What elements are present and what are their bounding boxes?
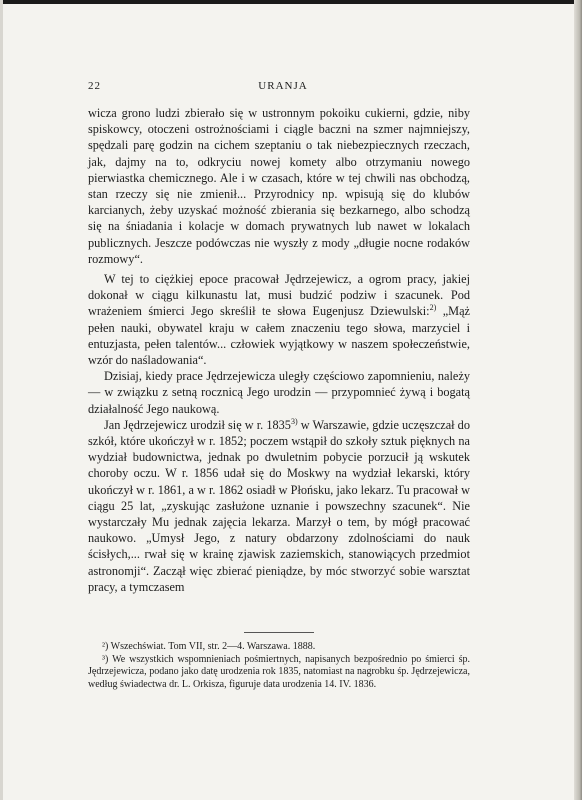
paragraph-1: wicza grono ludzi zbierało się w ustronnym pokoiku cukierni, gdzie, niby spiskowcy, otoczeni ostrożnościami i ciągle baczni na szmer najmniejszy, spędzali parę godzin na cichem szeptaniu o tak niebezpiecznych rzeczach, jak, dajmy na to, odkryciu nowej komety albo otrzymaniu nowego pierwiastka chemicznego. Ale i w czasach, które w tej chwili nas obchodzą, stan rzeczy się nie zmienił... Przyrodnicy np. wpisują się do klubów karcianych, żeby uzyskać możność zbierania się bezkarnego, albo schodzą się na śniadania i kolacje w domach prywatnych lub nawet w lokalach publicznych. Jeszcze podówczas nie wyszły z mody „długie nocne rodaków rozmowy“. [88, 106, 470, 266]
body-text [88, 105, 470, 595]
page-edge-shadow [574, 0, 582, 800]
page-number: 22 [88, 80, 101, 92]
scan-border-left [0, 0, 3, 800]
footnote-3 [88, 654, 470, 692]
footnote-marker: ²) [102, 641, 109, 652]
running-title: URANJA [258, 80, 308, 92]
paragraph-2 [88, 271, 470, 368]
footnote-text: Wszechświat. Tom VII, str. 2—4. Warszawa. 1888. [110, 641, 316, 652]
footnote-ref-2: 2) [429, 303, 437, 313]
footnote-ref-3: 3) [290, 416, 298, 426]
footnote-rule [244, 632, 314, 633]
footnotes [88, 632, 470, 691]
page-header [88, 80, 478, 94]
footnote-2 [88, 641, 470, 654]
footnote-text: We wszystkich wspomnieniach pośmiertnych, napisanych bezpośrednio po śmierci śp. Jędrzejewicza, podano jako datę urodzenia rok 1835, natomiast na nagrobku śp. Jędrzejewicza, według świadectwa dr. L. Orkisza, figuruje data urodzenia 14. IV. 1836. [88, 653, 470, 690]
paragraph-4 [88, 417, 470, 595]
scan-border-top [0, 0, 582, 4]
footnote-marker: ³) [102, 653, 109, 665]
paragraph-4-text: w Warszawie, gdzie uczęszczał do szkół, które ukończył w r. 1852; poczem wstąpił do szkoły sztuk pięknych na wydział budownictwa, jednak po dwuletnim pobycie porzucił ją wskutek choroby oczu. W r. 1856 udał się do Moskwy na wydział lekarski, który ukończył w r. 1861, a w r. 1862 osiadł w Płońsku, jako lekarz. Tu pracował w ciągu 25 lat, „zyskując zasłużone uznanie i powszechny szacunek“. Nie wystarczały Mu jednak zajęcia lekarza. Marzył o tem, by mógł pracować naukowo. „Umysł Jego, z natury obdarzony zdolnościami do nauk ścisłych,... rwał się w krainę zjawisk zaziemskich, stanowiących przedmiot astronomji“. Zaczął więc zbierać pieniądze, by móc stworzyć sobie warsztat pracy, a tymczasem [88, 417, 470, 594]
paragraph-2-text: W tej to ciężkiej epoce pracował Jędrzejewicz, a ogrom pracy, jakiej dokonał w ciągu kilkunastu lat, musi budzić podziw i szacunek. Pod wrażeniem śmierci Jego skreślił te słowa Eugenjusz Dziewulski: [88, 272, 470, 319]
paragraph-3: Dzisiaj, kiedy prace Jędrzejewicza uległy częściowo zapomnieniu, należy — w związku z setną rocznicą Jego urodzin — przypomnieć żywą i bogatą działalność Jego naukową. [88, 369, 470, 416]
paragraph-4-lead: Jan Jędrzejewicz urodził się w r. 1835 [104, 417, 291, 432]
quotation: „Mąż pełen nauki, obywatel kraju w całem znaczeniu tego słowa, marzyciel i entuzjasta, pełen talentów... człowiek wyjątkowy w naszem społeczeństwie, wzór do naśladowania“. [88, 304, 470, 368]
